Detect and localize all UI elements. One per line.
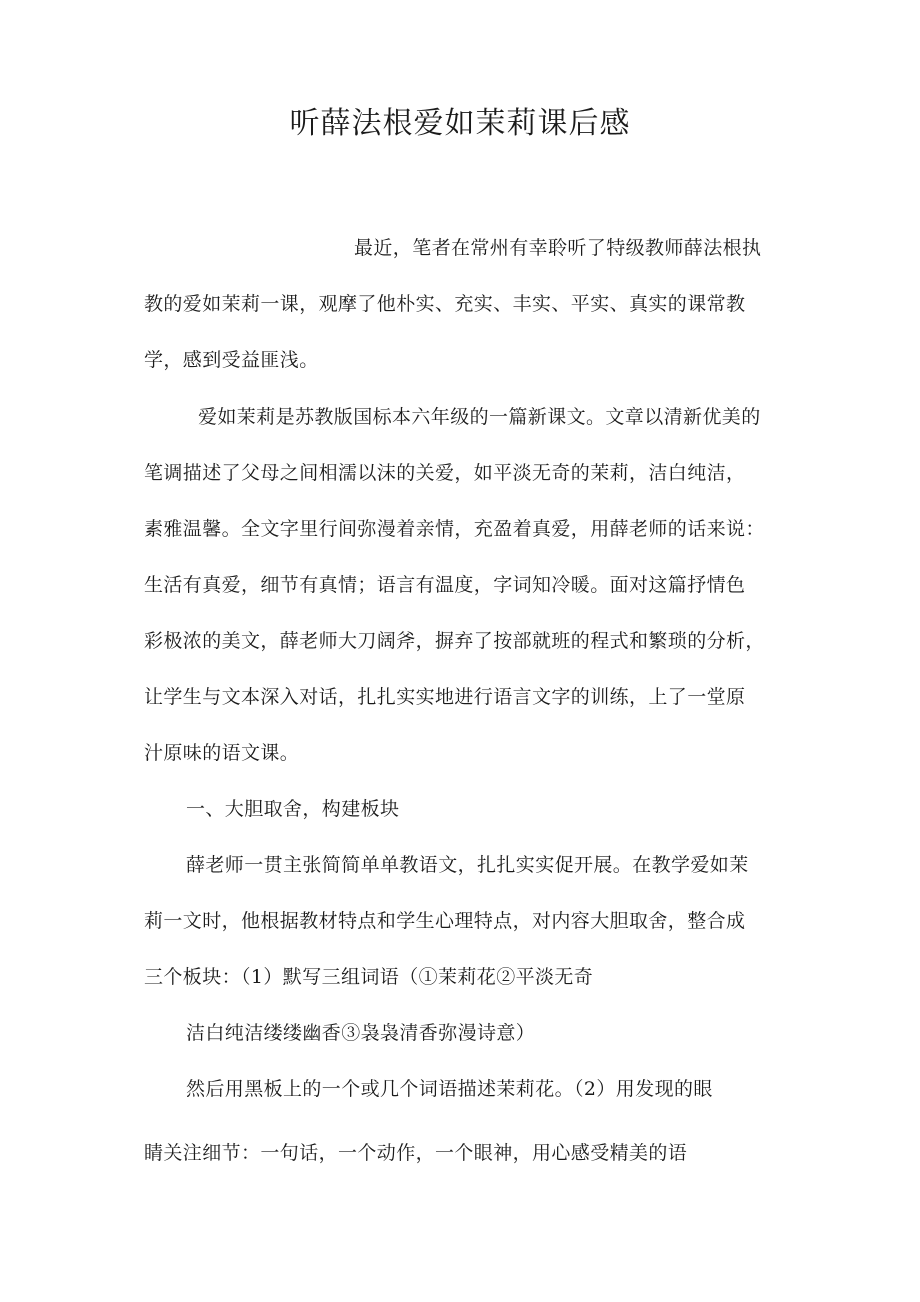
paragraph-line: 然后用黑板上的一个或几个词语描述茉莉花。（2）用发现的眼 [186, 1078, 713, 1100]
paragraph-line: 让学生与文本深入对话，扎扎实实地进行语言文字的训练，上了一堂原 [144, 686, 746, 708]
paragraph-line: 最近，笔者在常州有幸聆听了特级教师薛法根执 [354, 237, 762, 259]
paragraph-line: 莉一文时，他根据教材特点和学生心理特点，对内容大胆取舍，整合成 [144, 910, 746, 932]
section-heading: 一、大胆取舍，构建板块 [186, 798, 400, 820]
paragraph-line: 彩极浓的美文，薛老师大刀阔斧，摒弃了按部就班的程式和繁琐的分析， [144, 630, 765, 652]
paragraph-line: 洁白纯洁缕缕幽香③袅袅清香弥漫诗意） [186, 1022, 536, 1044]
paragraph-line: 爱如茉莉是苏教版国标本六年级的一篇新课文。文章以清新优美的 [198, 406, 761, 428]
paragraph-line: 教的爱如茉莉一课，观摩了他朴实、充实、丰实、平实、真实的课常教 [144, 293, 746, 315]
paragraph-line: 薛老师一贯主张简简单单教语文，扎扎实实促开展。在教学爱如茉 [186, 854, 749, 876]
document-title: 听薛法根爱如茉莉课后感 [289, 106, 631, 141]
paragraph-line: 素雅温馨。全文字里行间弥漫着亲情，充盈着真爱，用薛老师的话来说： [144, 518, 765, 540]
paragraph-line: 三个板块：（1）默写三组词语（①茉莉花②平淡无奇 [144, 966, 594, 988]
paragraph-line: 学，感到受益匪浅。 [144, 349, 319, 371]
paragraph-line: 笔调描述了父母之间相濡以沫的关爱，如平淡无奇的茉莉，洁白纯洁， [144, 462, 746, 484]
paragraph-line: 睛关注细节：一句话，一个动作，一个眼神，用心感受精美的语 [144, 1142, 688, 1164]
paragraph-line: 汁原味的语文课。 [144, 742, 300, 764]
paragraph-line: 生活有真爱，细节有真情；语言有温度，字词知冷暖。面对这篇抒情色 [144, 574, 746, 596]
